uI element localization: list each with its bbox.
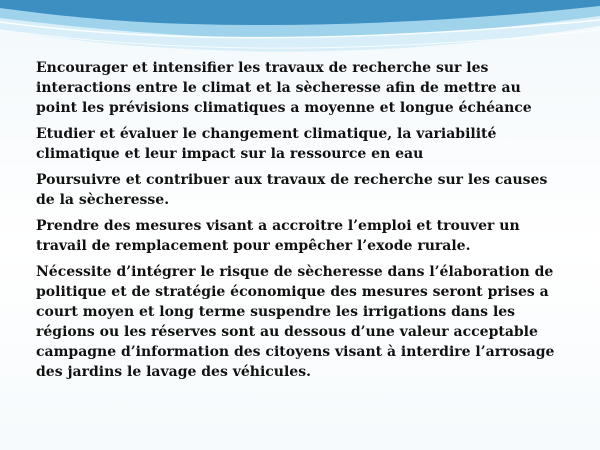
paragraph-climate-change-study: Etudier et évaluer le changement climatique, la variabilité climatique et leur impact sur la ressource en eau	[36, 126, 497, 162]
paragraph-employment-measures: Prendre des mesures visant a accroitre l’emploi et trouver un travail de remplacement pour empêcher l’exode rurale.	[36, 218, 520, 254]
slide-body	[36, 58, 564, 388]
paragraph-research-climate-drought: Encourager et intensifier les travaux de recherche sur les interactions entre le climat et la sècheresse afin de mettre au point les prévisions climatiques a moyenne et longue échéance	[36, 60, 532, 116]
paragraph-drought-causes: Poursuivre et contribuer aux travaux de recherche sur les causes de la sècheresse.	[36, 172, 548, 208]
paragraph-drought-risk-policy: Nécessite d’intégrer le risque de sècheresse dans l’élaboration de politique et de stratégie économique des mesures seront prises a court moyen et long terme suspendre les irrigations dans les régions ou les réserves sont au dessous d’une valeur acceptable campagne d’information des citoyens visant à interdire l’arrosage des jardins le lavage des véhicules.	[36, 264, 555, 380]
